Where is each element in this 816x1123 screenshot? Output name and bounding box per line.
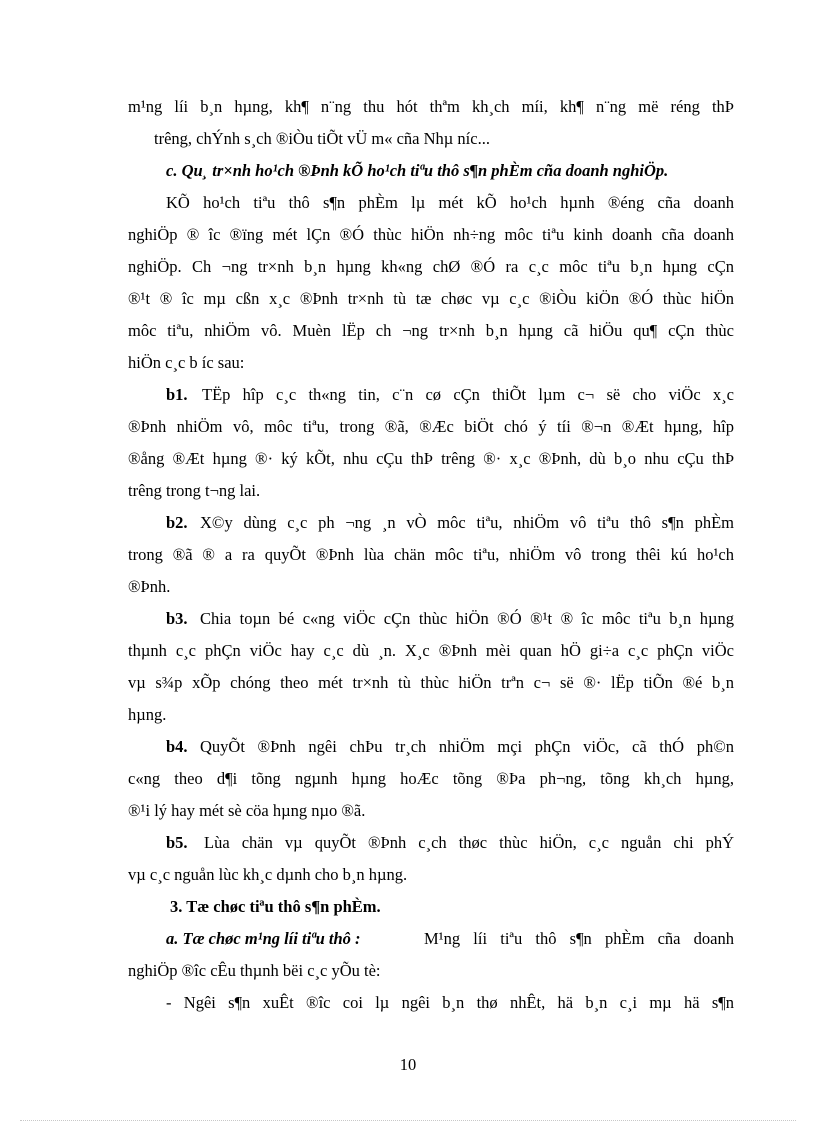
text-line: nghiÖp ® îc ®ïng mét lÇn ®Ó thùc hiÖn nh÷ng môc tiªu kinh doanh cña doanh	[128, 225, 734, 244]
section-heading-c: c. Qu¸ tr×nh ho¹ch ®Þnh kÕ ho¹ch tiªu thô s¶n phÈm cña doanh nghiÖp.	[166, 161, 669, 180]
text-line: m¹ng líi b¸n hµng, kh¶ n¨ng thu hót thªm kh¸ch míi, kh¶ n¨ng më réng thÞ	[128, 97, 734, 116]
text-line: ®Þnh.	[128, 577, 171, 596]
text-line: hµng.	[128, 705, 167, 724]
step-label-b2: b2.	[166, 513, 188, 532]
subsection-heading-a: a. Tæ chøc m¹ng líi tiªu thô :	[166, 929, 361, 948]
text-line: ®¹t ® îc mµ cßn x¸c ®Þnh tr×nh tù tæ chøc vµ c¸c ®iÒu kiÖn ®Ó thùc hiÖn	[128, 289, 734, 308]
text-line: X©y dùng c¸c ph ¬ng ¸n vÒ môc tiªu, nhiÖm vô tiªu thô s¶n phÈm	[200, 513, 734, 532]
text-line: ®ång ®Æt hµng ®· ký kÕt, nhu cÇu thÞ trêng ®· x¸c ®Þnh, dù b¸o nhu cÇu thÞ	[128, 449, 734, 468]
text-line: c«ng theo d¶i tõng ngµnh hµng hoÆc tõng ®Þa ph¬ng, tõng kh¸ch hµng,	[128, 769, 734, 788]
text-line: trong ®ã ® a ra quyÕt ®Þnh lùa chän môc tiªu, nhiÖm vô trong thêi kú ho¹ch	[128, 545, 734, 564]
step-label-b5: b5.	[166, 833, 188, 852]
text-line: ®¹i lý hay mét sè cöa hµng nµo ®ã.	[128, 801, 366, 820]
text-line: trêng, chÝnh s¸ch ®iÒu tiÕt vÜ m« cña Nhµ níc...	[154, 129, 490, 148]
text-line: QuyÕt ®Þnh ngêi chÞu tr¸ch nhiÖm mçi phÇn viÖc, cã thÓ ph©n	[200, 737, 734, 756]
text-line: - Ngêi s¶n xuÊt ®îc coi lµ ngêi b¸n thø nhÊt, hä b¸n c¸i mµ hä s¶n	[166, 993, 734, 1012]
step-label-b3: b3.	[166, 609, 188, 628]
page-number: 10	[399, 1055, 417, 1074]
text-line: nghiÖp. Ch ¬ng tr×nh b¸n hµng kh«ng chØ ®Ó ra c¸c môc tiªu b¸n hµng cÇn	[128, 257, 734, 276]
text-line: thµnh c¸c phÇn viÖc hay c¸c dù ¸n. X¸c ®Þnh mèi quan hÖ gi÷a c¸c phÇn viÖc	[128, 641, 734, 660]
text-line: vµ c¸c nguån lùc kh¸c dµnh cho b¸n hµng.	[128, 865, 408, 884]
text-line: hiÖn c¸c b íc sau:	[128, 353, 245, 372]
section-heading-3: 3. Tæ chøc tiªu thô s¶n phÈm.	[170, 897, 381, 916]
text-line: TËp hîp c¸c th«ng tin, c¨n cø cÇn thiÕt lµm c¬ së cho viÖc x¸c	[202, 385, 734, 404]
page-bottom-border	[20, 1120, 796, 1121]
text-line: trêng trong t¬ng lai.	[128, 481, 261, 500]
text-line: Lùa chän vµ quyÕt ®Þnh c¸ch thøc thùc hiÖn, c¸c nguån chi phÝ	[204, 833, 734, 852]
step-label-b4: b4.	[166, 737, 188, 756]
text-line: môc tiªu, nhiÖm vô. Muèn lËp ch ¬ng tr×nh b¸n hµng cã hiÖu qu¶ cÇn thùc	[128, 321, 734, 340]
text-line: KÕ ho¹ch tiªu thô s¶n phÈm lµ mét kÕ ho¹ch hµnh ®éng cña doanh	[166, 193, 734, 212]
text-line: vµ s¾p xÕp chóng theo mét tr×nh tù thùc hiÖn trªn c¬ së ®· lËp tiÕn ®é b¸n	[128, 673, 734, 692]
text-line: nghiÖp ®îc cÊu thµnh bëi c¸c yÕu tè:	[128, 961, 381, 980]
step-label-b1: b1.	[166, 385, 188, 404]
text-line: M¹ng líi tiªu thô s¶n phÈm cña doanh	[424, 929, 734, 948]
text-line: ®Þnh nhiÖm vô, môc tiªu, trong ®ã, ®Æc biÖt chó ý tíi ®¬n ®Æt hµng, hîp	[128, 417, 734, 436]
text-line: Chia toµn bé c«ng viÖc cÇn thùc hiÖn ®Ó ®¹t ® îc môc tiªu b¸n hµng	[200, 609, 734, 628]
